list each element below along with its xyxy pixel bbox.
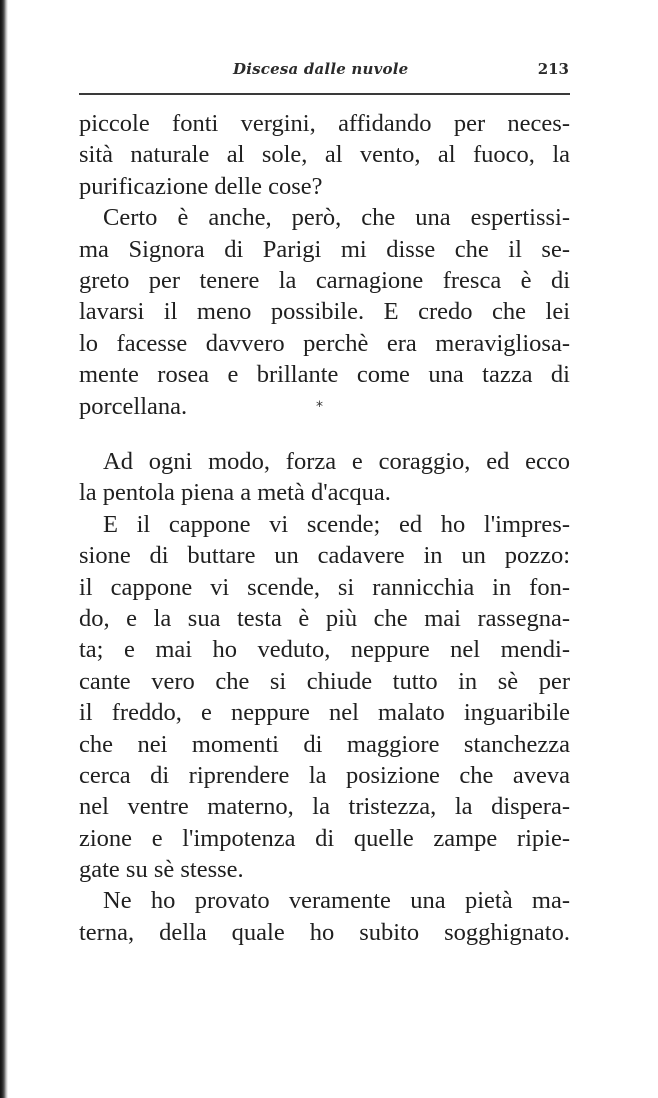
text-line: sità naturale al sole, al vento, al fuoco, la [79,141,570,169]
text-line: ta; e mai ho veduto, neppure nel mendi- [79,636,570,664]
binding-edge [0,0,8,1098]
text-line: greto per tenere la carnagione fresca è di [79,266,570,294]
text-line: do, e la sua testa è più che mai rassegna- [79,604,570,632]
text-line: E il cappone vi scende; ed ho l'impres- [103,510,570,538]
text-line: lo facesse davvero perchè era meravigliosa- [79,329,570,357]
running-title: Discesa dalle nuvole [233,60,409,78]
text-line: che nei momenti di maggiore stanchezza [79,730,570,758]
text-line: cante vero che si chiude tutto in sè per [79,667,570,695]
text-line: mente rosea e brillante come una tazza di [79,361,570,389]
text-line: nel ventre materno, la tristezza, la dispera- [79,793,570,821]
page-header [79,58,569,86]
text-line: Ne ho provato veramente una pietà ma- [103,887,570,915]
text-line: Ad ogni modo, forza e coraggio, ed ecco [103,448,570,475]
text-line: Certo è anche, però, che una espertissi- [103,204,570,232]
text-line: zione e l'impotenza di quelle zampe ripie- [79,824,570,852]
text-line: porcellana. [79,392,188,420]
text-line: ma Signora di Parigi mi disse che il se- [79,235,570,263]
text-line: il freddo, e neppure nel malato inguaribile [79,699,570,727]
text-section-1 [79,108,570,422]
text-line: il cappone vi scende, si rannicchia in fon- [79,573,570,601]
section-separator: * [316,399,323,415]
text-line: piccole fonti vergini, affidando per neces- [79,110,570,137]
header-rule [79,93,570,95]
text-line: sione di buttare un cadavere in un pozzo: [79,542,570,570]
page-number: 213 [537,60,569,78]
text-line: purificazione delle cose? [79,172,323,200]
text-line: cerca di riprendere la posizione che aveva [79,761,570,789]
text-line: gate su sè stesse. [79,856,244,884]
text-section-2 [79,446,570,948]
text-line: lavarsi il meno possibile. E credo che lei [79,298,570,326]
text-line: la pentola piena a metà d'acqua. [79,479,391,507]
text-line: terna, della quale ho subito sogghignato. [79,918,570,946]
